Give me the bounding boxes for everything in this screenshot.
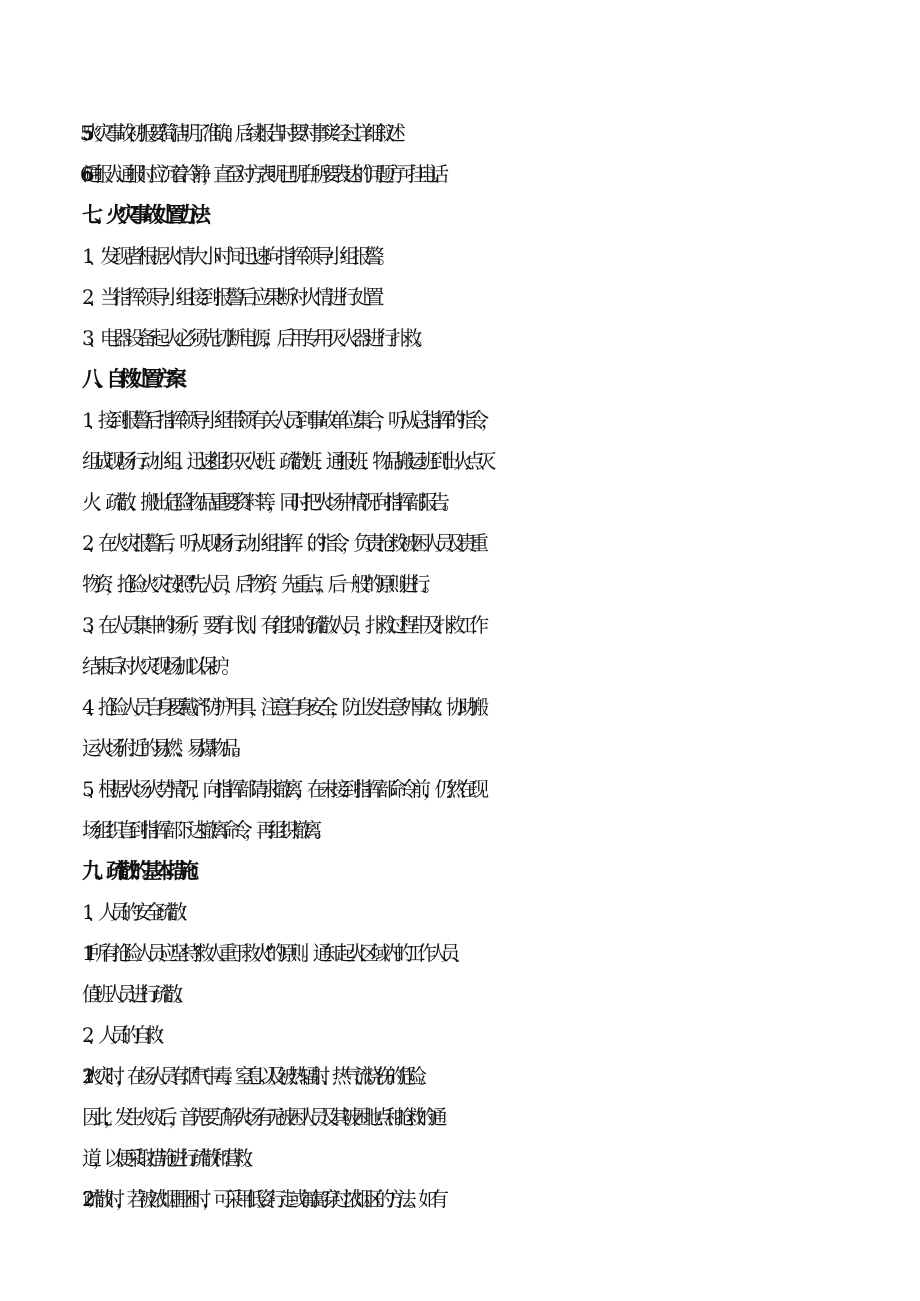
- section-heading-8: 八、自救处置方案：: [82, 367, 190, 391]
- text-line-5-5: 5 .5火灾事故初报要简洁明了准确、后续报告时要对事实经过详细叙述: [82, 121, 397, 145]
- text-line-9-2: 2、人员的自救：: [82, 1023, 168, 1047]
- text-line-8-5a: 5、根据火场火势情况，向指挥部请求撤离，在未接到指挥部命令前，仍然在现: [82, 777, 481, 801]
- text-line-8-2a: 2、在火灾报警后，听从现场行动小组指挥（的指令，负责抢救被困人员及贵重: [82, 531, 481, 555]
- text-line-8-3a: 3、在人员集中的场所，要有计划、有组织的疏散人员，扑救过程中及扑救工作: [82, 613, 481, 637]
- text-line-9-2-2: 2.2 疏散时，若被浓烟围困时，可采用低姿行走或匍匐穿过浓烟区的方法。如有: [82, 1187, 440, 1211]
- text-line-6-6: 6 .6通报人通报时应沉着冷静，直至对方表明已明白所要表达的问题方可挂电话: [82, 162, 440, 186]
- text-line-8-5b: 场组织直到指挥部下达撤离命令，再组织撤离。: [82, 818, 326, 842]
- text-line-8-1b: 组成现场行动小组。迅速组织灭火班、疏散班、通报班、物品搬运班到出火点灭: [82, 449, 488, 473]
- text-line-9-2-1b: 因此，发生火灾后，首先要了解火场有无被困人员及其被困地点和抢救的通: [82, 1105, 439, 1129]
- text-line-8-1a: 1、接到报警后指挥领导小组带领有关人员到事故单位集合，听从总指挥的指令，: [82, 408, 493, 432]
- text-line-8-1c: 火、疏散、搬出危险物品重要资料等，同时把火场中情况向指挥部报告。: [82, 490, 454, 514]
- text-line-8-4b: 运火场附近的易燃、易爆物品。: [82, 736, 245, 760]
- text-line-9-2-1a: 2.1 火灾时，在场人员有烟气中毒、窒息以及被热辐射、热气流烧伤的危险。: [82, 1064, 429, 1088]
- text-line-9-2-1c: 道，以便采取措施进行疏散和营救。: [82, 1146, 255, 1170]
- text-line-9-1: 1、人员的安全疏散：: [82, 900, 191, 924]
- text-line-8-2b: 物资，抢险火灾按照“先人员，后物资，先重点，后一般”的原则进行。: [82, 572, 434, 596]
- section-heading-7: 七、火灾事故处置办法：: [82, 203, 214, 227]
- text-line-8-3b: 结束后对火灾现场加以保护。: [82, 654, 233, 678]
- text-line-9-1-1a: 1.1所有抢险人员应坚持“救人重于救火”的原则。通知起火区域内的工作人员、: [82, 941, 464, 965]
- text-line-9-1-1b: 值班人员进行疏散。: [82, 982, 187, 1006]
- text-line-7-2: 2、当指挥领导小组接到报警后应果断对火情进行处置: [82, 285, 378, 309]
- section-heading-9: 九、疏散的基本措施：: [82, 859, 202, 883]
- text-line-7-1: 1、发现者根据火情大小时间迅速向指挥领导小组报警。: [82, 244, 390, 268]
- text-line-8-4a: 4、抢险人员自身要戴齐防护用具，注意自身安全，防止发生意外事故。协助搬: [82, 695, 481, 719]
- text-line-7-3: 3、电器设备起火必须先切断电源，后用专用灭火器进行扑救。: [82, 326, 428, 350]
